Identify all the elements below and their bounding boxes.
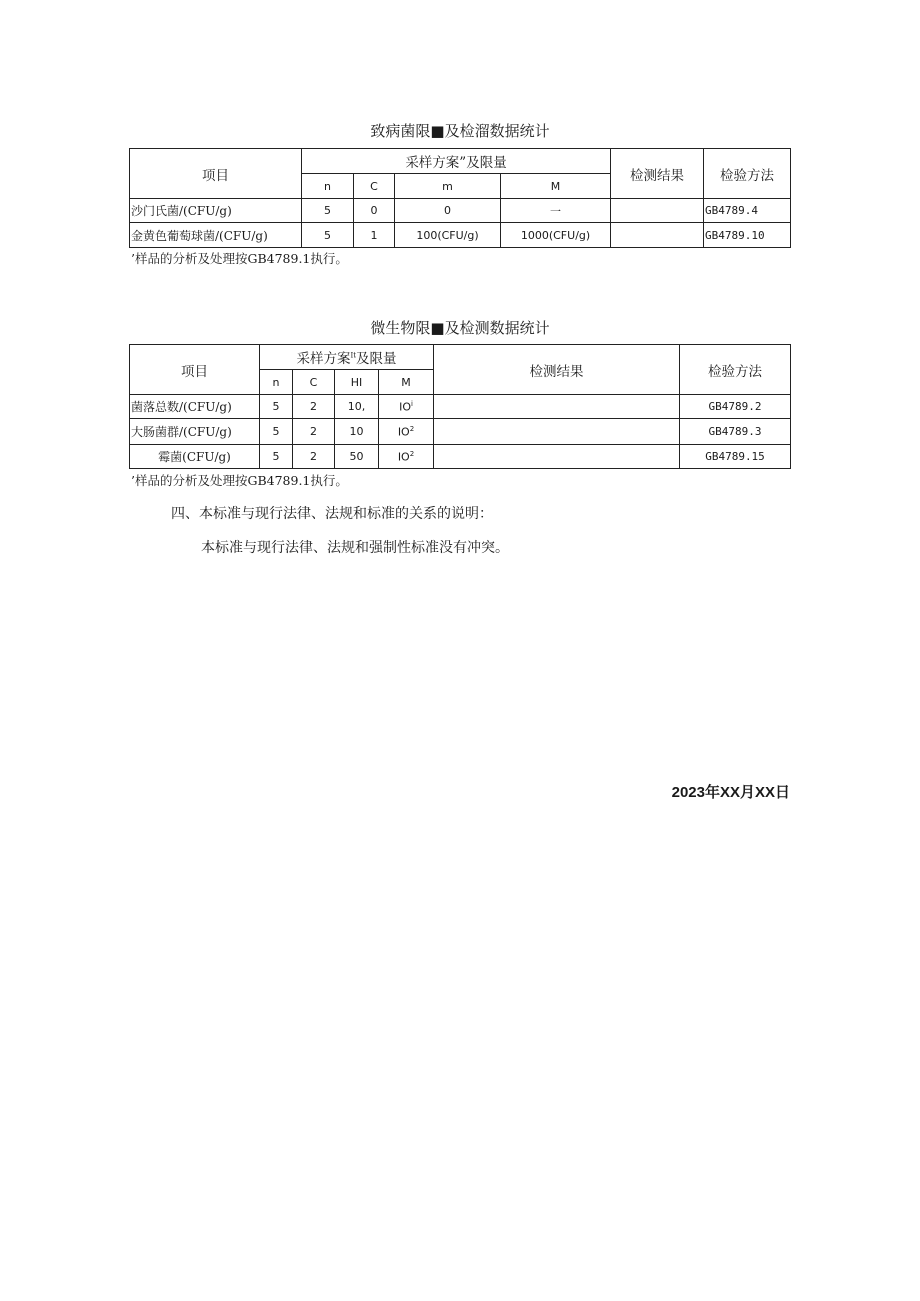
cell-c: 2 [293,419,335,445]
section4-paragraph: 本标准与现行法律、法规和强制性标准没有冲突。 [201,540,509,556]
header-c: C [293,370,335,395]
cell-result [434,395,680,419]
header-plan-suffix: 及限量 [356,351,397,367]
cell-method: GB4789.3 [680,419,791,445]
cell-n: 5 [260,419,293,445]
cell-method: GB4789.15 [680,445,791,469]
cell-M: $IO^2$ [379,419,434,445]
header-m: m [395,174,501,199]
cell-c: 1 [354,223,395,248]
table-row [130,419,791,445]
table1-note: ’样品的分析及处理按GB4789.1执行。 [131,251,348,266]
cell-c: 2 [293,445,335,469]
cell-item: 沙门氏菌/(CFU/g) [130,199,302,223]
cell-result [434,445,680,469]
document-date: 2023年XX月XX日 [671,784,790,801]
header-method: 检验方法 [704,149,791,199]
header-sampling-plan [260,345,434,370]
header-M: M [501,174,611,199]
cell-method: GB4789.4 [704,199,791,223]
cell-item: 大肠菌群/(CFU/g) [130,419,260,445]
cell-result [434,419,680,445]
header-m: HI [335,370,379,395]
section4-heading: 四、本标准与现行法律、法规和标准的关系的说明： [171,506,493,522]
cell-m: 100(CFU/g) [395,223,501,248]
header-plan-prefix: 采样方案 [296,351,351,367]
pathogen-table [129,148,791,248]
header-item: 项目 [130,345,260,395]
header-M: M [379,370,434,395]
cell-n: 5 [302,199,354,223]
cell-M: 一 [501,199,611,223]
cell-n: 5 [302,223,354,248]
cell-item: 金黄色葡萄球菌/(CFU/g) [130,223,302,248]
header-sampling-plan: 采样方案”及限量 [302,149,611,174]
cell-M: 1000(CFU/g) [501,223,611,248]
cell-item: 菌落总数/(CFU/g) [130,395,260,419]
table1-title: 致病菌限■及检溜数据统计 [370,122,550,140]
cell-c: 0 [354,199,395,223]
header-c: C [354,174,395,199]
cell-result [611,199,704,223]
microbial-table [129,344,791,469]
cell-M: $IO^2$ [379,445,434,469]
header-result: 检测结果 [434,345,680,395]
table-row [130,199,791,223]
header-n: n [302,174,354,199]
table-row [130,223,791,248]
header-method: 检验方法 [680,345,791,395]
cell-M: $IO^i$ [379,395,434,419]
header-result: 检测结果 [611,149,704,199]
table-row [130,445,791,469]
header-plan-sup: It [350,351,357,360]
table2-title: 微生物限■及检测数据统计 [370,319,550,337]
cell-m: 50 [335,445,379,469]
cell-m: 10 [335,419,379,445]
header-item: 项目 [130,149,302,199]
cell-method: GB4789.2 [680,395,791,419]
cell-c: 2 [293,395,335,419]
cell-item: 霉菌(CFU/g) [130,445,260,469]
cell-method: GB4789.10 [704,223,791,248]
cell-m: 10, [335,395,379,419]
cell-n: 5 [260,395,293,419]
header-n: n [260,370,293,395]
table2-note: ’样品的分析及处理按GB4789.1执行。 [131,473,348,488]
cell-n: 5 [260,445,293,469]
cell-m: 0 [395,199,501,223]
table-row [130,395,791,419]
cell-result [611,223,704,248]
